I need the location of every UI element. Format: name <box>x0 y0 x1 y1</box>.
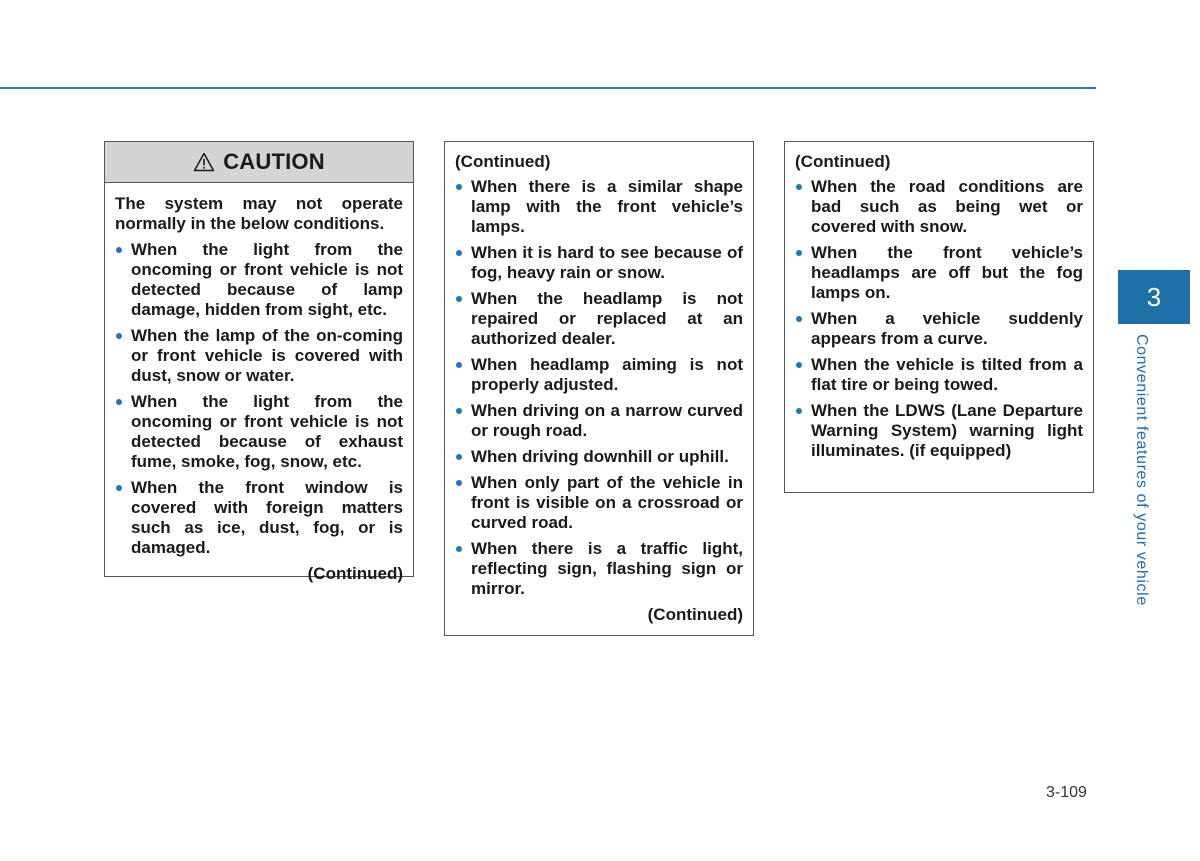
continued-label: (Continued) <box>307 564 403 583</box>
list-item: When there is a similar shape lamp with the front vehicle’s lamps. <box>455 177 743 237</box>
list-item: When there is a traffic light, reflecting sign, flashing sign or mirror. <box>455 539 743 599</box>
list-item: When the front window is covered with foreign matters such as ice, dust, fog, or is damaged. <box>115 478 403 558</box>
list-item: When driving on a narrow curved or rough road. <box>455 401 743 441</box>
list-item: When it is hard to see because of fog, heavy rain or snow. <box>455 243 743 283</box>
condition-list <box>795 177 1083 461</box>
caution-box <box>104 141 414 583</box>
continued-label: (Continued) <box>455 152 551 171</box>
list-item: When the front vehicle’s headlamps are off but the fog lamps on. <box>795 243 1083 303</box>
chapter-tab <box>1118 270 1190 324</box>
caution-header <box>105 142 413 183</box>
caution-list <box>115 240 403 558</box>
list-item: When the vehicle is tilted from a flat tire or being towed. <box>795 355 1083 395</box>
continued-label: (Continued) <box>795 152 891 171</box>
list-item: When the headlamp is not repaired or replaced at an authorized dealer. <box>455 289 743 349</box>
caution-intro: The system may not operate normally in the below conditions. <box>115 194 403 233</box>
list-item: When the light from the oncoming or front vehicle is not detected because of exhaust fume, smoke, fog, snow, etc. <box>115 392 403 472</box>
condition-list <box>455 177 743 599</box>
chapter-number: 3 <box>1146 281 1162 312</box>
page-number: 3-109 <box>1046 784 1087 801</box>
continued-box-3 <box>784 141 1094 493</box>
list-item: When the LDWS (Lane Departure Warning System) warning light illuminates. (if equipped) <box>795 401 1083 461</box>
caution-title: CAUTION <box>223 149 325 174</box>
top-rule <box>0 87 1096 89</box>
list-item: When the light from the oncoming or front vehicle is not detected because of lamp damage, hidden from sight, etc. <box>115 240 403 320</box>
list-item: When the lamp of the on-coming or front vehicle is covered with dust, snow or water. <box>115 326 403 386</box>
continued-box-2 <box>444 141 754 636</box>
list-item: When a vehicle suddenly appears from a curve. <box>795 309 1083 349</box>
warning-triangle-icon <box>193 152 215 172</box>
list-item: When headlamp aiming is not properly adjusted. <box>455 355 743 395</box>
list-item: When only part of the vehicle in front is visible on a crossroad or curved road. <box>455 473 743 533</box>
list-item: When the road conditions are bad such as being wet or covered with snow. <box>795 177 1083 237</box>
continued-label: (Continued) <box>647 605 743 624</box>
chapter-title: Convenient features of your vehicle <box>1133 334 1150 606</box>
list-item: When driving downhill or uphill. <box>455 447 743 467</box>
